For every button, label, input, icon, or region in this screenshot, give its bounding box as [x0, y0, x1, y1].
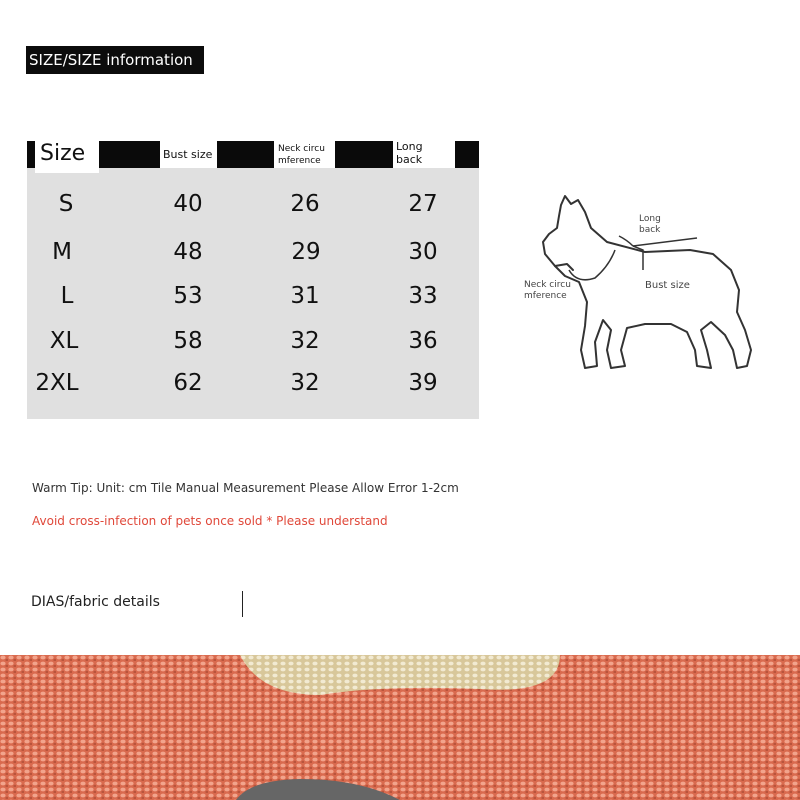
cell-neck: 31: [290, 283, 320, 309]
header-long-back: [393, 137, 455, 168]
header-neck-circumference: [274, 141, 335, 168]
diagram-label-neck: [524, 280, 571, 302]
header-bust-size: Bust size: [160, 141, 217, 168]
notice-text: Avoid cross-infection of pets once sold * Please understand: [32, 514, 388, 528]
cell-bust: 40: [173, 191, 203, 217]
diagram-label-bust: Bust size: [645, 280, 690, 291]
cell-long-back: 30: [408, 239, 438, 265]
vertical-divider: [242, 591, 243, 617]
diagram-neck-line1: Neck circu: [524, 280, 571, 290]
cell-bust: 62: [173, 370, 203, 396]
header-size: Size: [35, 137, 99, 173]
header-long-line1: Long: [396, 140, 423, 153]
cell-neck: 32: [290, 328, 320, 354]
cell-bust: 48: [173, 239, 203, 265]
diagram-long-line2: back: [639, 225, 661, 235]
cell-bust: 53: [173, 283, 203, 309]
cell-size: XL: [49, 328, 79, 354]
diagram-label-long-back: [639, 214, 661, 236]
diagram-neck-line2: mference: [524, 291, 567, 301]
cell-neck: 29: [291, 239, 321, 265]
cell-long-back: 33: [408, 283, 438, 309]
cell-bust: 58: [173, 328, 203, 354]
header-long-line2: back: [396, 153, 423, 166]
cell-neck: 26: [290, 191, 320, 217]
dog-measurement-diagram: [515, 190, 765, 380]
cell-size: L: [60, 283, 74, 309]
cell-long-back: 27: [408, 191, 438, 217]
fabric-texture-image: [0, 655, 800, 800]
cell-size: S: [58, 191, 74, 217]
cell-long-back: 36: [408, 328, 438, 354]
warm-tip-text: Warm Tip: Unit: cm Tile Manual Measurement Please Allow Error 1-2cm: [32, 481, 459, 495]
fabric-texture-photo: [0, 655, 800, 800]
fabric-details-heading: DIAS/fabric details: [31, 594, 160, 610]
header-neck-line2: mference: [278, 156, 321, 166]
cell-size: M: [52, 239, 72, 265]
header-neck-line1: Neck circu: [278, 144, 325, 154]
cell-neck: 32: [290, 370, 320, 396]
section-title-badge: SIZE/SIZE information: [26, 46, 204, 74]
cell-long-back: 39: [408, 370, 438, 396]
diagram-long-line1: Long: [639, 214, 661, 224]
cell-size: 2XL: [35, 370, 79, 396]
